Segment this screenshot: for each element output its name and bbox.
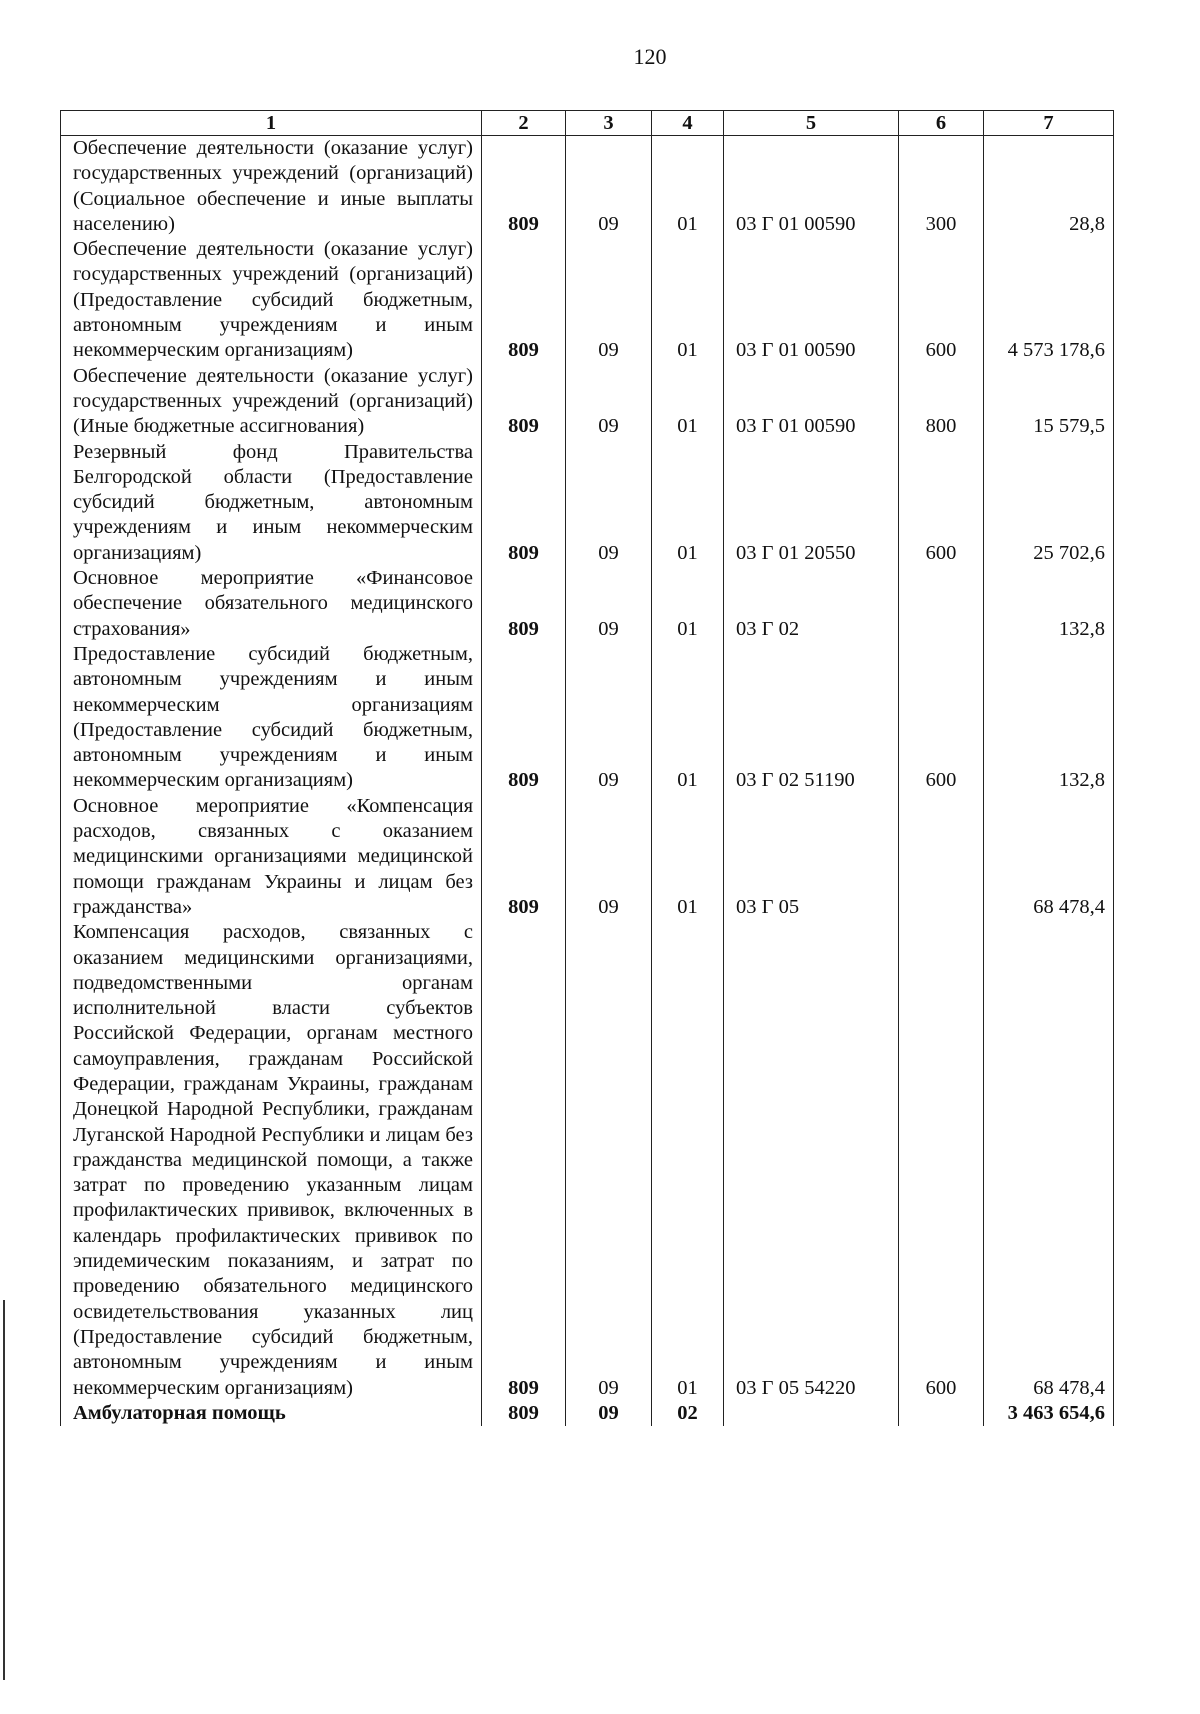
- table-row: [61, 364, 1114, 440]
- header-col-5: 5: [724, 111, 899, 136]
- amount: 25 702,6: [984, 440, 1114, 566]
- table-row: [61, 566, 1114, 642]
- row-name: Компенсация расходов, связанных с оказанием медицинскими организациями, подведомственными органам исполнительной власти субъектов Российской Федерации, органам местного самоуправления, гражданам Российской Федерации, гражданам Украины, гражданам Донецкой Народной Республики, гражданам Луганской Народной Республики и лицам без гражданства медицинской помощи, а также затрат по проведению указанным лицам профилактических прививок, включенных в календарь профилактических прививок по эпидемическим показаниям, и затрат по проведению обязательного медицинского освидетельствования указанных лиц (Предоставление субсидий бюджетным, автономным учреждениям и иным некоммерческим организациям): [61, 920, 482, 1401]
- row-name: Амбулаторная помощь: [61, 1401, 482, 1426]
- header-col-3: 3: [566, 111, 652, 136]
- scan-edge-line: [3, 1300, 5, 1680]
- header-col-1: 1: [61, 111, 482, 136]
- target-article-code: 03 Г 01 00590: [724, 237, 899, 363]
- row-name: Обеспечение деятельности (оказание услуг) государственных учреждений (организаций) (Иные бюджетные ассигнования): [61, 364, 482, 440]
- target-article-code: 03 Г 05: [724, 794, 899, 920]
- expense-type-code: 600: [899, 920, 984, 1401]
- target-article-code: 03 Г 05 54220: [724, 920, 899, 1401]
- subsection-code: 01: [652, 440, 724, 566]
- budget-table: [60, 110, 1114, 1426]
- amount: 132,8: [984, 566, 1114, 642]
- expense-type-code: 800: [899, 364, 984, 440]
- ministry-code: 809: [482, 566, 566, 642]
- amount: 4 573 178,6: [984, 237, 1114, 363]
- target-article-code: 03 Г 02: [724, 566, 899, 642]
- expense-type-code: 600: [899, 237, 984, 363]
- subsection-code: 01: [652, 364, 724, 440]
- amount: 68 478,4: [984, 794, 1114, 920]
- header-col-7: 7: [984, 111, 1114, 136]
- target-article-code: 03 Г 01 20550: [724, 440, 899, 566]
- row-name: Резервный фонд Правительства Белгородской области (Предоставление субсидий бюджетным, автономным учреждениям и иным некоммерческим организациям): [61, 440, 482, 566]
- subsection-code: 01: [652, 794, 724, 920]
- ministry-code: 809: [482, 440, 566, 566]
- expense-type-code: 300: [899, 136, 984, 238]
- table-header: [61, 111, 1114, 136]
- section-code: 09: [566, 1401, 652, 1426]
- target-article-code: [724, 1401, 899, 1426]
- subsection-code: 02: [652, 1401, 724, 1426]
- expense-type-code: 600: [899, 440, 984, 566]
- amount: 15 579,5: [984, 364, 1114, 440]
- row-name: Основное мероприятие «Финансовое обеспечение обязательного медицинского страхования»: [61, 566, 482, 642]
- target-article-code: 03 Г 01 00590: [724, 136, 899, 238]
- row-name: Обеспечение деятельности (оказание услуг) государственных учреждений (организаций) (Предоставление субсидий бюджетным, автономным учреждениям и иным некоммерческим организациям): [61, 237, 482, 363]
- amount: 3 463 654,6: [984, 1401, 1114, 1426]
- ministry-code: 809: [482, 364, 566, 440]
- target-article-code: 03 Г 02 51190: [724, 642, 899, 794]
- expense-type-code: 600: [899, 642, 984, 794]
- amount: 28,8: [984, 136, 1114, 238]
- table-row: [61, 237, 1114, 363]
- table-row: [61, 136, 1114, 238]
- row-name: Основное мероприятие «Компенсация расходов, связанных с оказанием медицинскими организациями медицинской помощи гражданам Украины и лицам без гражданства»: [61, 794, 482, 920]
- expense-type-code: [899, 794, 984, 920]
- header-row: [61, 111, 1114, 136]
- row-name: Предоставление субсидий бюджетным, автономным учреждениям и иным некоммерческим организациям (Предоставление субсидий бюджетным, автономным учреждениям и иным некоммерческим организациям): [61, 642, 482, 794]
- table-row: [61, 794, 1114, 920]
- amount: 68 478,4: [984, 920, 1114, 1401]
- subsection-code: 01: [652, 136, 724, 238]
- section-code: 09: [566, 566, 652, 642]
- target-article-code: 03 Г 01 00590: [724, 364, 899, 440]
- section-code: 09: [566, 794, 652, 920]
- amount: 132,8: [984, 642, 1114, 794]
- section-code: 09: [566, 440, 652, 566]
- header-col-4: 4: [652, 111, 724, 136]
- subsection-code: 01: [652, 642, 724, 794]
- ministry-code: 809: [482, 1401, 566, 1426]
- ministry-code: 809: [482, 136, 566, 238]
- section-code: 09: [566, 920, 652, 1401]
- table-body: [61, 136, 1114, 1427]
- ministry-code: 809: [482, 794, 566, 920]
- page-number: 120: [633, 44, 667, 69]
- section-code: 09: [566, 136, 652, 238]
- table-row-section-total: [61, 1401, 1114, 1426]
- ministry-code: 809: [482, 920, 566, 1401]
- table-row: [61, 920, 1114, 1401]
- section-code: 09: [566, 364, 652, 440]
- subsection-code: 01: [652, 237, 724, 363]
- table-row: [61, 440, 1114, 566]
- expense-type-code: [899, 1401, 984, 1426]
- table-row: [61, 642, 1114, 794]
- section-code: 09: [566, 237, 652, 363]
- section-code: 09: [566, 642, 652, 794]
- row-name: Обеспечение деятельности (оказание услуг) государственных учреждений (организаций) (Социальное обеспечение и иные выплаты населению): [61, 136, 482, 238]
- expense-type-code: [899, 566, 984, 642]
- subsection-code: 01: [652, 566, 724, 642]
- header-col-2: 2: [482, 111, 566, 136]
- ministry-code: 809: [482, 237, 566, 363]
- ministry-code: 809: [482, 642, 566, 794]
- subsection-code: 01: [652, 920, 724, 1401]
- header-col-6: 6: [899, 111, 984, 136]
